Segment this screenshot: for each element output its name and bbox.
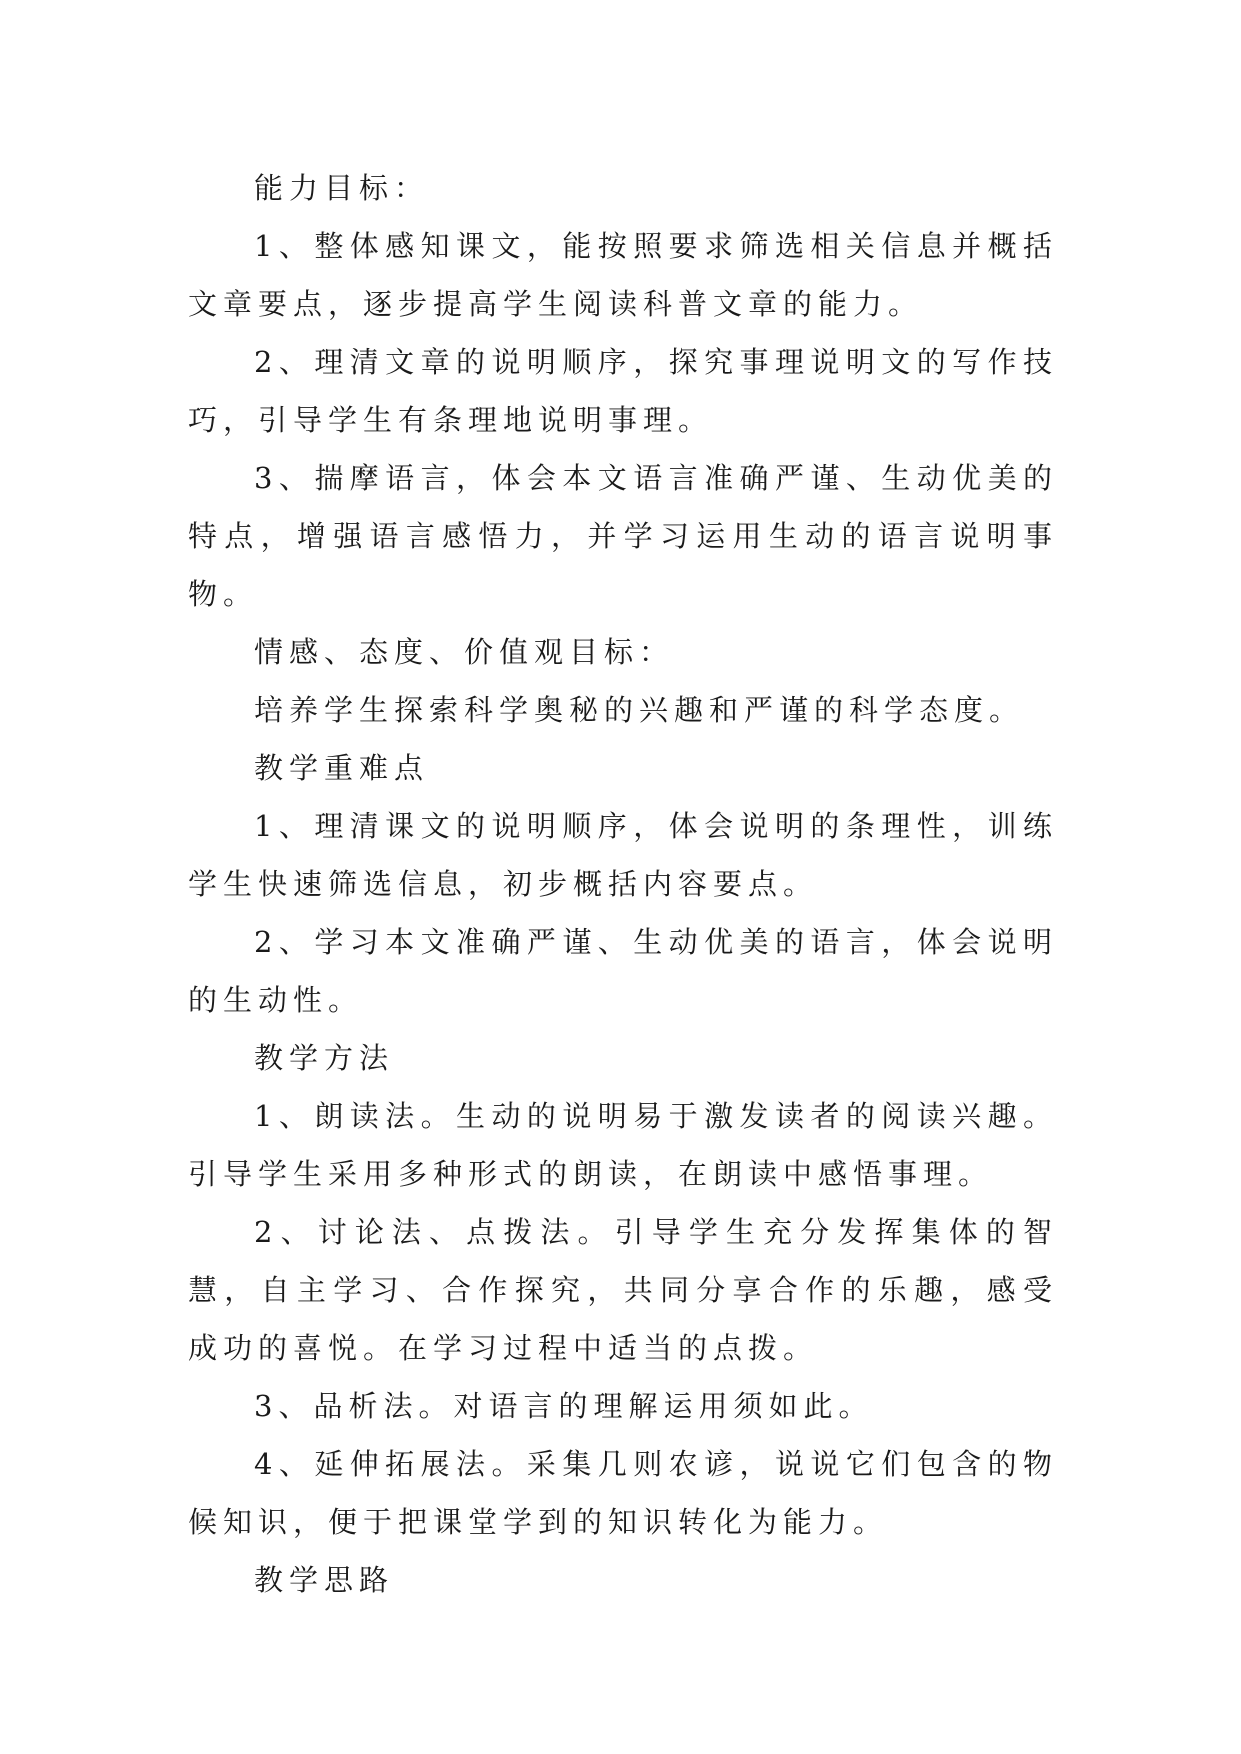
section-heading-teaching-methods: 教学方法 xyxy=(254,1041,395,1075)
paragraph: 2、理清文章的说明顺序，探究事理说明文的写作技巧，引导学生有条理地说明事理。 xyxy=(188,345,1058,437)
section-heading-ability-goals: 能力目标： xyxy=(254,171,430,205)
section-heading-key-points: 教学重难点 xyxy=(254,751,430,785)
document-body xyxy=(188,159,1058,1609)
paragraph: 1、朗读法。生动的说明易于激发读者的阅读兴趣。引导学生采用多种形式的朗读，在朗读中感悟事理。 xyxy=(188,1099,1058,1191)
section-heading-teaching-ideas: 教学思路 xyxy=(254,1563,395,1597)
paragraph: 3、揣摩语言，体会本文语言准确严谨、生动优美的特点，增强语言感悟力，并学习运用生动的语言说明事物。 xyxy=(188,461,1058,611)
paragraph: 2、讨论法、点拨法。引导学生充分发挥集体的智慧，自主学习、合作探究，共同分享合作的乐趣，感受成功的喜悦。在学习过程中适当的点拨。 xyxy=(188,1215,1058,1365)
section-heading-emotion-goals: 情感、态度、价值观目标： xyxy=(254,635,675,669)
paragraph: 1、整体感知课文，能按照要求筛选相关信息并概括文章要点，逐步提高学生阅读科普文章的能力。 xyxy=(188,229,1058,321)
paragraph: 1、理清课文的说明顺序，体会说明的条理性，训练学生快速筛选信息，初步概括内容要点。 xyxy=(188,809,1058,901)
paragraph: 培养学生探索科学奥秘的兴趣和严谨的科学态度。 xyxy=(254,693,1025,727)
paragraph: 2、学习本文准确严谨、生动优美的语言，体会说明的生动性。 xyxy=(188,925,1058,1017)
paragraph: 4、延伸拓展法。采集几则农谚，说说它们包含的物候知识，便于把课堂学到的知识转化为能力。 xyxy=(188,1447,1058,1539)
paragraph: 3、品析法。对语言的理解运用须如此。 xyxy=(254,1389,874,1423)
